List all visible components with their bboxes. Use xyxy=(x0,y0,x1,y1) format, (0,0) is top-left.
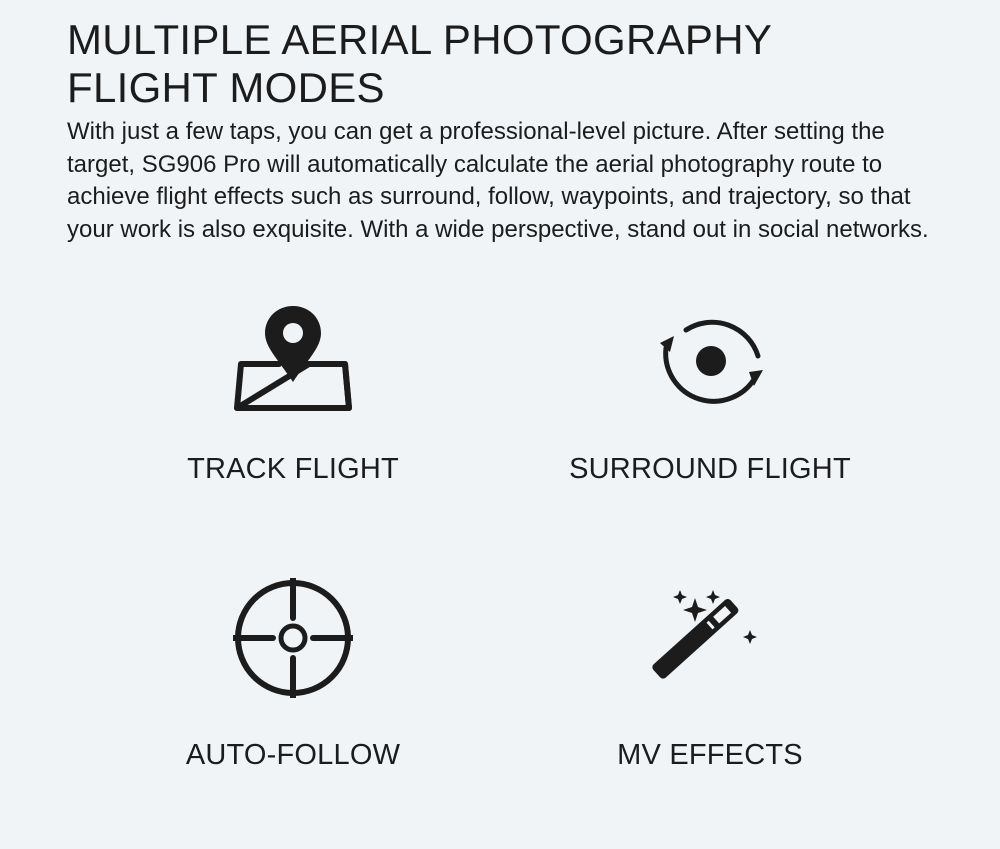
feature-label: AUTO-FOLLOW xyxy=(185,739,401,771)
page-title xyxy=(67,16,947,112)
magic-wand-icon xyxy=(650,578,770,698)
surround-icon xyxy=(650,300,770,420)
title-line-2: FLIGHT MODES xyxy=(67,64,385,111)
feature-label: SURROUND FLIGHT xyxy=(569,453,851,485)
title-line-1: MULTIPLE AERIAL PHOTOGRAPHY xyxy=(67,16,773,63)
feature-label: TRACK FLIGHT xyxy=(187,453,399,485)
feature-label: MV EFFECTS xyxy=(617,739,803,771)
map-pin-icon xyxy=(233,300,353,420)
description: With just a few taps, you can get a professional-level picture. After setting the target, SG906 Pro will automatically calculate the aerial photography route to achieve flight effects such as surround, follow, waypoints, and trajectory, so that your work is also exquisite. With a wide perspective, stand out in social networks. xyxy=(67,118,929,243)
crosshair-icon xyxy=(233,578,353,698)
